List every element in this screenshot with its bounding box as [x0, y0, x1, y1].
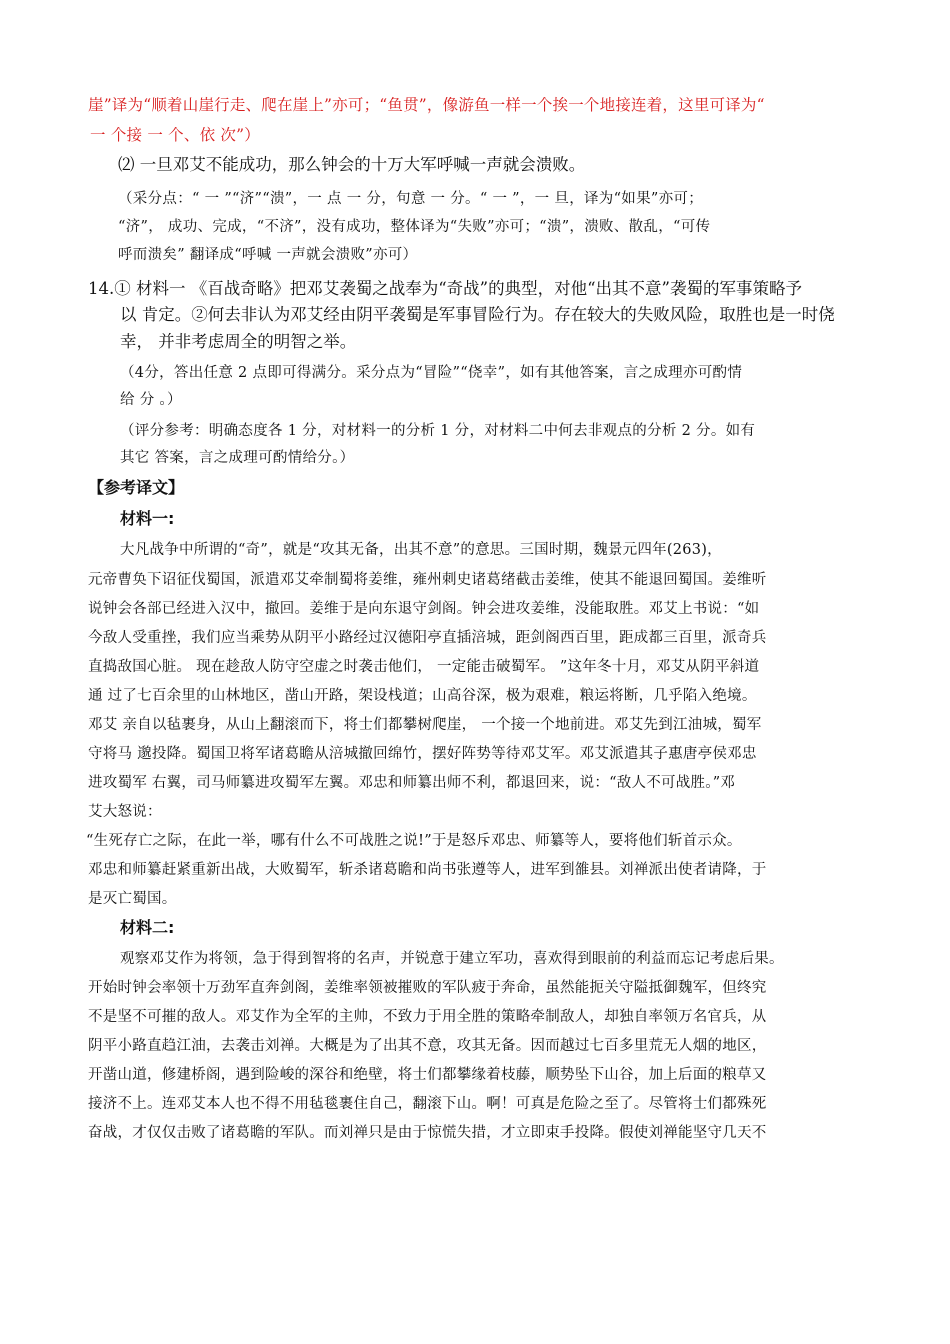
- text-line: 大凡战争中所谓的“奇”，就是“攻其无备，出其不意”的意思。三国时期，魏景元四年(263)，: [120, 542, 722, 558]
- answer-14-line: 幸， 并非考虑周全的明智之举。: [120, 332, 357, 351]
- answer-14-note: （评分参考：明确态度各 1 分，对材料一的分析 1 分，对材料二中何去非观点的分析 2 分。如有: [120, 423, 756, 439]
- answer-14-line: 14.① 材料一 《百战奇略》把邓艾袭蜀之战奉为“奇战”的典型，对他“出其不意”袭蜀的军事策略予: [88, 279, 802, 298]
- answer-13-2-sentence: ⑵ 一旦邓艾不能成功，那么钟会的十万大军呼喊一声就会溃败。: [118, 155, 586, 174]
- text-line: 守将马 邈投降。蜀国卫将军诸葛瞻从涪城撤回绵竹，摆好阵势等待邓艾军。邓艾派遣其子惠唐亭侯邓忠: [88, 746, 757, 762]
- text-line: 开始时钟会率领十万劲军直奔剑阁，姜维率领被摧败的军队疲于奔命，虽然能扼关守隘抵御魏军，但终究: [88, 980, 767, 996]
- material-2-title: 材料二:: [120, 918, 175, 937]
- text-line: 今敌人受重挫，我们应当乘势从阴平小路经过汉德阳亭直插涪城，距剑阁西百里，距成都三百里，派奇兵: [88, 630, 767, 646]
- answer-14-line: 以 肯定。②何去非认为邓艾经由阴平袭蜀是军事冒险行为。存在较大的失败风险，取胜也是一时侥: [120, 305, 835, 324]
- scoring-note-line: “济”， 成功、完成，“不济”，没有成功，整体译为“失败”亦可；“溃”，溃败、散乱，“可传: [118, 219, 711, 235]
- text-line: 不是坚不可摧的敌人。邓艾作为全军的主帅，不致力于用全胜的策略牵制敌人，却独自率领万名官兵，从: [88, 1009, 767, 1025]
- text-line: 艾大怒说：: [88, 804, 162, 820]
- text-line: 邓艾 亲自以毡裹身，从山上翻滚而下，将士们都攀树爬崖， 一个接一个地前进。邓艾先到江油城，蜀军: [88, 717, 762, 733]
- text-line: 接济不上。连邓艾本人也不得不用毡毯裹住自己，翻滚下山。啊！可真是危险之至了。尽管将士们都殊死: [88, 1096, 767, 1112]
- text-line: 元帝曹奂下诏征伐蜀国，派遣邓艾牵制蜀将姜维，雍州刺史诸葛绪截击姜维，使其不能退回蜀国。姜维听: [88, 572, 767, 588]
- text-line: 邓忠和师纂赶紧重新出战，大败蜀军，斩杀诸葛瞻和尚书张遵等人，进军到雒县。刘禅派出使者请降，于: [88, 862, 767, 878]
- translation-heading: 【参考译文】: [88, 478, 185, 497]
- red-note-line: 一 个接 一 个、依 次”）: [90, 126, 260, 144]
- text-line: 观察邓艾作为将领，急于得到智将的名声，并锐意于建立军功，喜欢得到眼前的利益而忘记考虑后果。: [120, 951, 784, 967]
- red-note-line: 崖”译为“顺着山崖行走、爬在崖上”亦可；“鱼贯”，像游鱼一样一个挨一个地接连着，这里可译为“: [88, 96, 765, 114]
- text-line: 奋战，才仅仅击败了诸葛瞻的军队。而刘禅只是由于惊慌失措，才立即束手投降。假使刘禅能坚守几天不: [88, 1125, 767, 1141]
- text-line: 开凿山道，修建桥阁，遇到险峻的深谷和绝壁，将士们都攀缘着枝藤，顺势坠下山谷，加上后面的粮草又: [88, 1067, 767, 1083]
- text-line: 直捣敌国心脏。 现在趁敌人防守空虚之时袭击他们， 一定能击破蜀军。 ”这年冬十月，邓艾从阴平斜道: [88, 659, 760, 675]
- answer-14-note: 其它 答案，言之成理可酌情给分。）: [120, 450, 355, 466]
- text-line: 说钟会各部已经进入汉中，撤回。姜维于是向东退守剑阁。钟会进攻姜维，没能取胜。邓艾上书说：“如: [88, 601, 760, 617]
- text-line: 进攻蜀军 右翼，司马师纂进攻蜀军左翼。邓忠和师纂出师不利，都退回来，说：“敌人不可战胜。”邓: [88, 775, 736, 791]
- scoring-note-line: （采分点：“ 一 ”“济”“溃”，一 点 一 分，句意 一 分。“ 一 ”，一 旦，译为“如果”亦可；: [118, 191, 704, 207]
- text-line: 是灭亡蜀国。: [88, 891, 177, 907]
- text-line: “生死存亡之际，在此一举，哪有什么不可战胜之说!”于是怒斥邓忠、师纂等人，要将他们斩首示众。: [86, 833, 742, 849]
- text-line: 通 过了七百余里的山林地区，凿山开路，架设栈道；山高谷深，极为艰难，粮运将断，几乎陷入绝境。: [88, 688, 757, 704]
- material-1-title: 材料一:: [120, 509, 175, 528]
- answer-14-note: 给 分 。）: [120, 392, 182, 408]
- text-line: 阴平小路直趋江油，去袭击刘禅。大概是为了出其不意，攻其无备。因而越过七百多里荒无人烟的地区，: [88, 1038, 767, 1054]
- scoring-note-line: 呼而溃矣” 翻译成“呼喊 一声就会溃败”亦可）: [118, 247, 418, 263]
- answer-14-note: （4分，答出任意 2 点即可得满分。采分点为“冒险”“侥幸”，如有其他答案，言之成理亦可酌情: [120, 365, 743, 381]
